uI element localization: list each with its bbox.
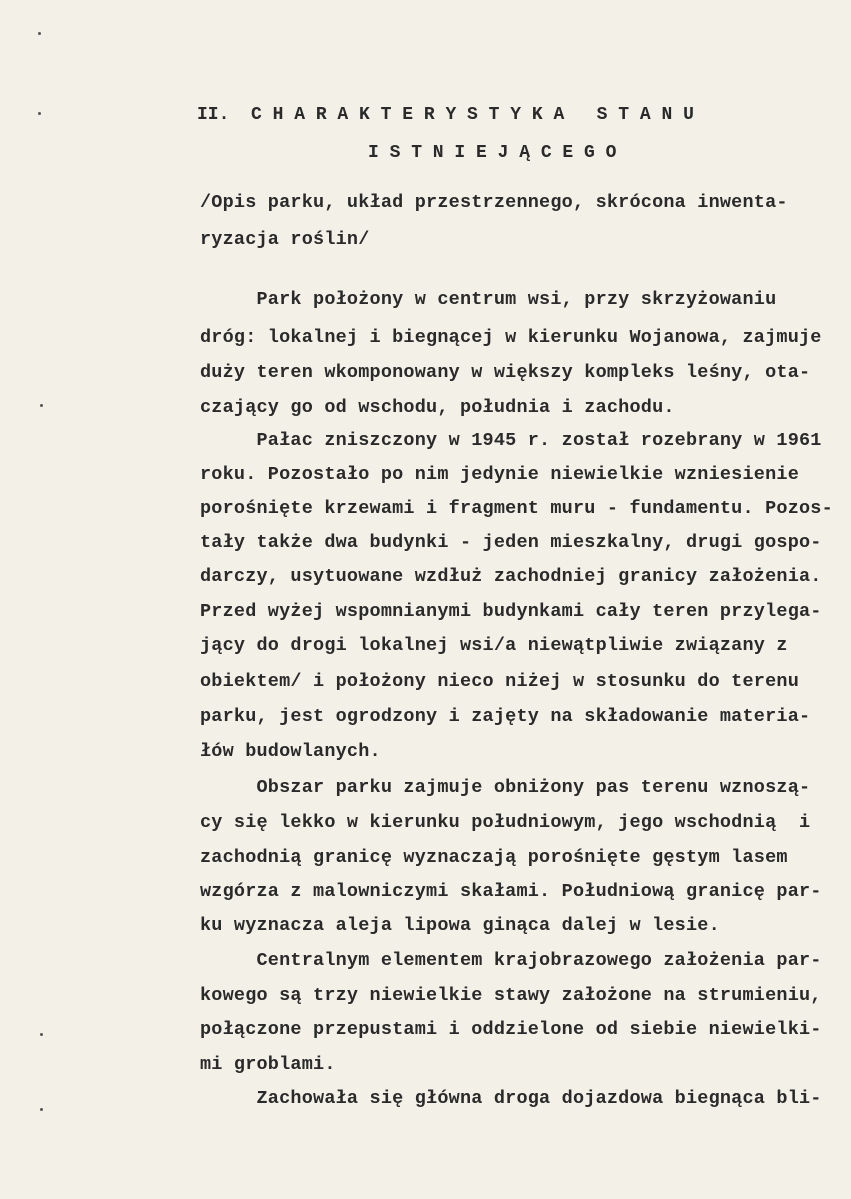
paragraph-4-line: połączone przepustami i oddzielone od siebie niewielki- [200, 1019, 822, 1040]
paragraph-1-line: dróg: lokalnej i biegnącej w kierunku Wojanowa, zajmuje [200, 327, 822, 348]
section-heading-line-2: I S T N I E J Ą C E G O [368, 143, 617, 163]
paragraph-2-line: łów budowlanych. [200, 741, 381, 762]
paragraph-1-line: Park położony w centrum wsi, przy skrzyżowaniu [200, 289, 777, 310]
paragraph-2-line: darczy, usytuowane wzdłuż zachodniej granicy założenia. [200, 566, 822, 587]
binding-hole-mark [40, 1108, 43, 1111]
paragraph-3-line: wzgórza z malowniczymi skałami. Południową granicę par- [200, 881, 822, 902]
paragraph-2-line: Pałac zniszczony w 1945 r. został rozebrany w 1961 [200, 430, 822, 451]
paragraph-1-line: duży teren wkomponowany w większy kompleks leśny, ota- [200, 362, 811, 383]
paragraph-4-line: mi groblami. [200, 1054, 336, 1075]
paragraph-5-line: Zachowała się główna droga dojazdowa biegnąca bli- [200, 1088, 822, 1109]
subtitle-line: ryzacja roślin/ [200, 229, 370, 250]
section-heading-line-1: II. C H A R A K T E R Y S T Y K A S T A N U [197, 105, 694, 125]
paragraph-3-line: Obszar parku zajmuje obniżony pas terenu wznoszą- [200, 777, 811, 798]
subtitle-line: /Opis parku, układ przestrzennego, skrócona inwenta- [200, 192, 788, 213]
binding-hole-mark [38, 112, 41, 115]
paragraph-2-line: obiektem/ i położony nieco niżej w stosunku do terenu [200, 671, 799, 692]
paragraph-3-line: cy się lekko w kierunku południowym, jego wschodnią i [200, 812, 811, 833]
binding-hole-mark [40, 1033, 43, 1036]
paragraph-4-line: Centralnym elementem krajobrazowego założenia par- [200, 950, 822, 971]
paragraph-2-line: Przed wyżej wspomnianymi budynkami cały teren przylega- [200, 601, 822, 622]
paragraph-4-line: kowego są trzy niewielkie stawy założone na strumieniu, [200, 985, 822, 1006]
paragraph-2-line: porośnięte krzewami i fragment muru - fundamentu. Pozos- [200, 498, 833, 519]
paragraph-3-line: ku wyznacza aleja lipowa ginąca dalej w lesie. [200, 915, 720, 936]
paragraph-2-line: roku. Pozostało po nim jedynie niewielkie wzniesienie [200, 464, 799, 485]
paragraph-2-line: tały także dwa budynki - jeden mieszkalny, drugi gospo- [200, 532, 822, 553]
paragraph-1-line: czający go od wschodu, południa i zachodu. [200, 397, 675, 418]
binding-hole-mark [38, 32, 41, 35]
paragraph-3-line: zachodnią granicę wyznaczają porośnięte gęstym lasem [200, 847, 788, 868]
paragraph-2-line: jący do drogi lokalnej wsi/a niewątpliwie związany z [200, 635, 788, 656]
binding-hole-mark [40, 404, 43, 407]
paragraph-2-line: parku, jest ogrodzony i zajęty na składowanie materia- [200, 706, 811, 727]
